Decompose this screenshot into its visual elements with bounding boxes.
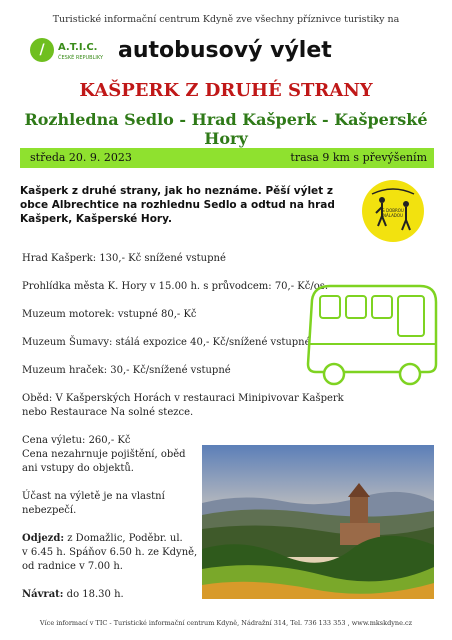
price-item: Muzeum Šumavy: stálá expozice 40,- Kč/snížené vstupné bbox=[22, 337, 311, 348]
price-item: Muzeum motorek: vstupné 80,- Kč bbox=[22, 309, 197, 320]
return-label: Návrat: bbox=[22, 589, 64, 600]
price-note: Cena nezahrnuje pojištění, oběd bbox=[22, 449, 186, 460]
lunch-line: Oběd: V Kašperských Horách v restauraci Minipivovar Kašperk bbox=[22, 393, 344, 404]
trip-date: středa 20. 9. 2023 bbox=[30, 151, 132, 164]
intro-text: Kašperk z druhé strany, jak ho neznáme. Pěší výlet z obce Albrechtice na rozhlednu Sedlo a odtud na hrad Kašperk, Kašperské Hory. bbox=[20, 185, 335, 225]
risk-note: nebezpečí. bbox=[22, 505, 77, 516]
atic-logo-subtitle: ČESKÉ REPUBLIKY bbox=[58, 55, 104, 61]
atic-logo-icon: / bbox=[30, 38, 54, 62]
departure-line: od radnice v 7.00 h. bbox=[22, 561, 123, 572]
price-item: Muzeum hraček: 30,- Kč/snížené vstupné bbox=[22, 365, 231, 376]
badge-caption: S DOBROU NÁLADOU bbox=[382, 208, 404, 218]
price-line: Cena výletu: 260,- Kč bbox=[22, 435, 131, 446]
trip-route: Rozhledna Sedlo - Hrad Kašperk - Kašperské Hory bbox=[24, 110, 428, 148]
price-item: Prohlídka města K. Hory v 15.00 h. s průvodcem: 70,- Kč/os. bbox=[22, 281, 329, 292]
departure-line: v 6.45 h. Spáňov 6.50 h. ze Kdyně, bbox=[22, 547, 198, 558]
trip-distance: trasa 9 km s převýšením bbox=[290, 151, 427, 164]
price-note: ani vstupy do objektů. bbox=[22, 463, 134, 474]
bus-icon bbox=[302, 280, 442, 390]
departure-place: z Domažlic, Poděbr. ul. bbox=[64, 533, 183, 544]
page-title: autobusový výlet bbox=[118, 38, 332, 63]
invitation-line: Turistické informační centrum Kdyně zve všechny příznivce turistiky na bbox=[52, 14, 400, 25]
departure-label: Odjezd: bbox=[22, 533, 65, 544]
lunch-line: nebo Restaurace Na solné stezce. bbox=[22, 407, 194, 418]
atic-logo-name: A.T.I.C. bbox=[58, 42, 98, 53]
trip-subtitle: KAŠPERK Z DRUHÉ STRANY bbox=[79, 80, 373, 101]
hiker-badge bbox=[362, 180, 424, 242]
return-time: do 18.30 h. bbox=[63, 589, 124, 600]
price-item: Hrad Kašperk: 130,- Kč snížené vstupné bbox=[22, 253, 226, 264]
footer-contact: Více informací v TIC - Turistické informační centrum Kdyně, Nádražní 314, Tel. 736 133 353 , www.mkskdyne.cz bbox=[39, 619, 413, 627]
risk-note: Účast na výletě je na vlastní bbox=[22, 491, 165, 502]
departure-line bbox=[22, 532, 183, 546]
castle-landscape-image bbox=[202, 445, 434, 599]
castle-photo bbox=[202, 445, 434, 599]
return-line bbox=[22, 588, 124, 602]
